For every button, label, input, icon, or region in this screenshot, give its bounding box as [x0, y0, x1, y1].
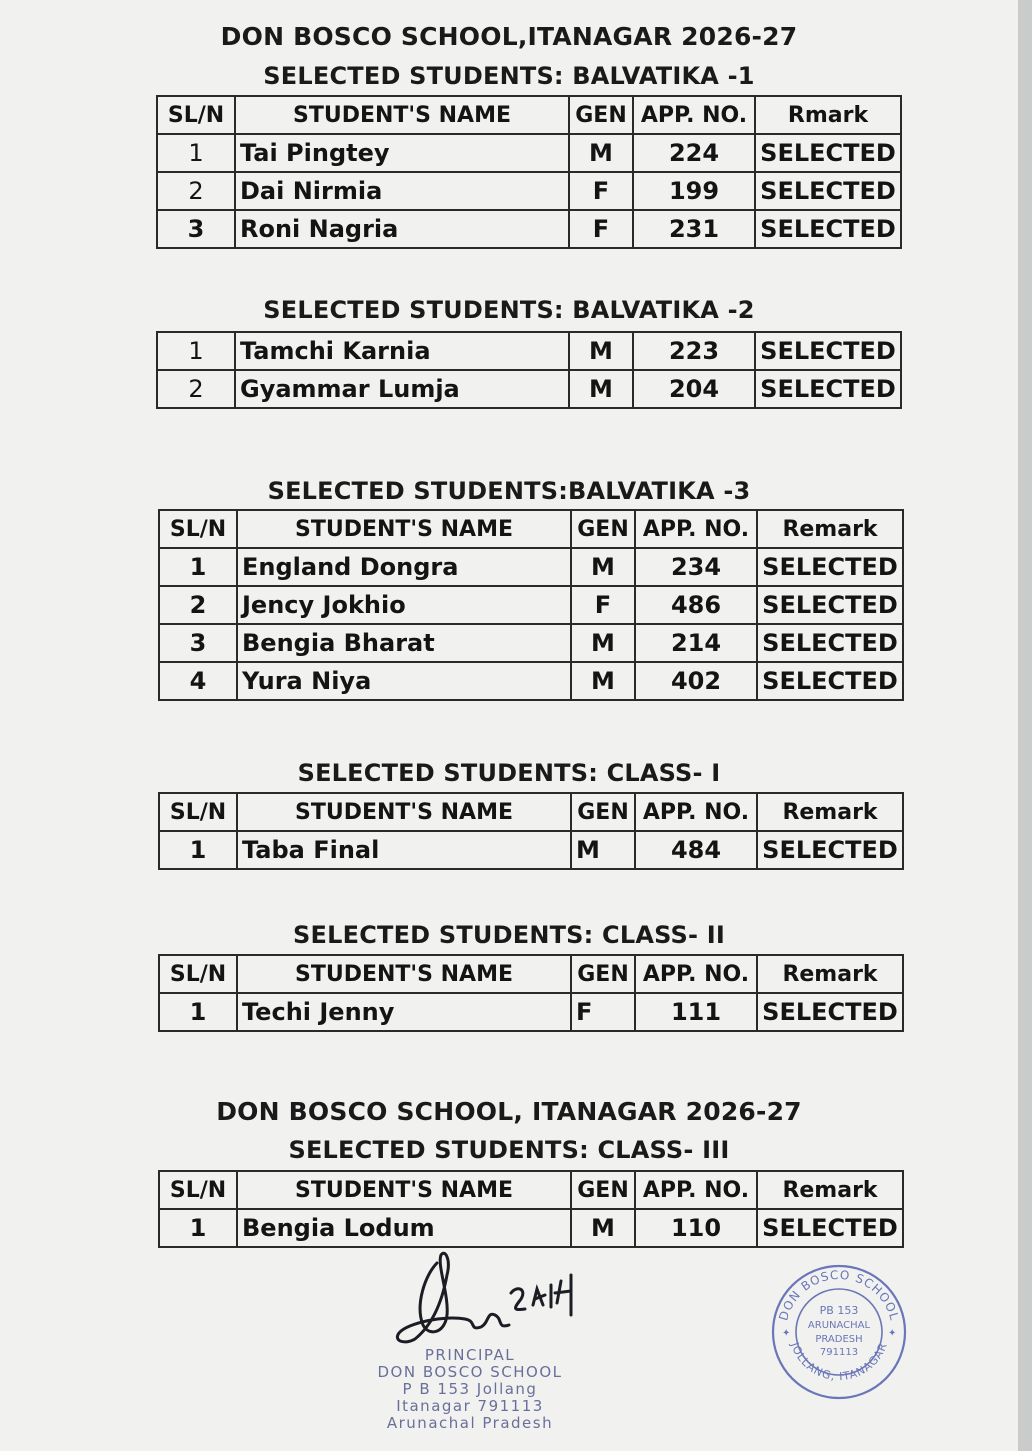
col-gen: GEN [569, 96, 633, 134]
name-cell: Tamchi Karnia [235, 332, 569, 370]
stamp-ring-top: DON BOSCO SCHOOL [776, 1267, 902, 1323]
app-cell: 214 [635, 624, 757, 662]
name-cell: England Dongra [237, 548, 571, 586]
principal-city: Itanagar 791113 [396, 1397, 544, 1415]
app-cell: 110 [635, 1209, 757, 1247]
table-row [159, 548, 903, 586]
gen-cell: M [571, 662, 635, 700]
col-gen: GEN [571, 510, 635, 548]
col-app: APP. NO. [635, 793, 757, 831]
name-cell: Dai Nirmia [235, 172, 569, 210]
remark-cell: SELECTED [755, 210, 901, 248]
school-title-repeat: DON BOSCO SCHOOL, ITANAGAR 2026-27 [216, 1097, 802, 1126]
stamp-line-4: 791113 [819, 1347, 859, 1358]
col-app: APP. NO. [635, 955, 757, 993]
name-cell: Jency Jokhio [237, 586, 571, 624]
principal-pb: P B 153 Jollang [402, 1380, 538, 1398]
col-name: STUDENT'S NAME [237, 510, 571, 548]
name-cell: Techi Jenny [237, 993, 571, 1031]
app-cell: 223 [633, 332, 755, 370]
table-row [159, 624, 903, 662]
table-row [157, 370, 901, 408]
app-cell: 111 [635, 993, 757, 1031]
section-title-balvatika-3: SELECTED STUDENTS:BALVATIKA -3 [267, 477, 751, 505]
col-remark: Remark [757, 955, 903, 993]
principal-signature [385, 1245, 595, 1355]
gen-cell: M [569, 134, 633, 172]
remark-cell: SELECTED [757, 662, 903, 700]
table-class-2 [158, 954, 904, 1032]
section-title-balvatika-1: SELECTED STUDENTS: BALVATIKA -1 [263, 62, 755, 90]
table-class-1 [158, 792, 904, 870]
col-app: APP. NO. [633, 96, 755, 134]
stamp-star-icon: ✦ [782, 1328, 791, 1339]
table-row [157, 172, 901, 210]
table-balvatika-3 [158, 509, 904, 701]
stamp-ring-bottom: JOLLANG, ITANAGAR [788, 1340, 890, 1384]
school-stamp [768, 1262, 910, 1402]
remark-cell: SELECTED [757, 993, 903, 1031]
table-row [157, 332, 901, 370]
stamp-line-3: PRADESH [815, 1334, 863, 1345]
section-title-class-3: SELECTED STUDENTS: CLASS- III [288, 1136, 730, 1164]
name-cell: Yura Niya [237, 662, 571, 700]
col-name: STUDENT'S NAME [237, 793, 571, 831]
remark-cell: SELECTED [755, 134, 901, 172]
col-sl: SL/N [159, 510, 237, 548]
name-cell: Roni Nagria [235, 210, 569, 248]
table-header [157, 96, 901, 134]
gen-cell: F [569, 210, 633, 248]
sl-cell: 2 [157, 172, 235, 210]
app-cell: 224 [633, 134, 755, 172]
col-sl: SL/N [157, 96, 235, 134]
col-sl: SL/N [159, 955, 237, 993]
table-header [159, 1171, 903, 1209]
col-name: STUDENT'S NAME [237, 1171, 571, 1209]
table-balvatika-2 [156, 331, 902, 409]
col-gen: GEN [571, 1171, 635, 1209]
name-cell: Taba Final [237, 831, 571, 869]
col-name: STUDENT'S NAME [235, 96, 569, 134]
sl-cell: 1 [157, 332, 235, 370]
remark-cell: SELECTED [757, 586, 903, 624]
app-cell: 486 [635, 586, 757, 624]
name-cell: Bengia Lodum [237, 1209, 571, 1247]
principal-state: Arunachal Pradesh [386, 1414, 554, 1432]
sl-cell: 1 [157, 134, 235, 172]
gen-cell: M [571, 1209, 635, 1247]
col-name: STUDENT'S NAME [237, 955, 571, 993]
principal-label: PRINCIPAL [424, 1346, 516, 1364]
col-sl: SL/N [159, 793, 237, 831]
name-cell: Gyammar Lumja [235, 370, 569, 408]
sl-cell: 3 [157, 210, 235, 248]
col-app: APP. NO. [635, 510, 757, 548]
school-title: DON BOSCO SCHOOL,ITANAGAR 2026-27 [220, 22, 798, 51]
gen-cell: M [571, 831, 635, 869]
table-row [159, 586, 903, 624]
gen-cell: F [571, 993, 635, 1031]
table-row [157, 210, 901, 248]
table-row [159, 831, 903, 869]
table-class-3 [158, 1170, 904, 1248]
col-remark: Rmark [755, 96, 901, 134]
table-row [157, 134, 901, 172]
col-app: APP. NO. [635, 1171, 757, 1209]
app-cell: 234 [635, 548, 757, 586]
table-header [159, 510, 903, 548]
remark-cell: SELECTED [757, 1209, 903, 1247]
sl-cell: 1 [159, 1209, 237, 1247]
gen-cell: M [571, 624, 635, 662]
name-cell: Tai Pingtey [235, 134, 569, 172]
col-remark: Remark [757, 1171, 903, 1209]
remark-cell: SELECTED [757, 624, 903, 662]
section-title-class-1: SELECTED STUDENTS: CLASS- I [297, 759, 721, 787]
remark-cell: SELECTED [755, 332, 901, 370]
stamp-line-2: ARUNACHAL [807, 1320, 871, 1331]
sl-cell: 3 [159, 624, 237, 662]
gen-cell: F [569, 172, 633, 210]
stamp-star-icon: ✦ [888, 1328, 897, 1339]
table-row [159, 1209, 903, 1247]
app-cell: 204 [633, 370, 755, 408]
table-row [159, 993, 903, 1031]
app-cell: 199 [633, 172, 755, 210]
table-header [159, 793, 903, 831]
gen-cell: M [571, 548, 635, 586]
table-header [159, 955, 903, 993]
sl-cell: 1 [159, 548, 237, 586]
col-gen: GEN [571, 955, 635, 993]
table-row [159, 662, 903, 700]
col-sl: SL/N [159, 1171, 237, 1209]
remark-cell: SELECTED [755, 370, 901, 408]
sl-cell: 2 [159, 586, 237, 624]
gen-cell: M [569, 332, 633, 370]
col-gen: GEN [571, 793, 635, 831]
app-cell: 231 [633, 210, 755, 248]
name-cell: Bengia Bharat [237, 624, 571, 662]
col-remark: Remark [757, 510, 903, 548]
remark-cell: SELECTED [757, 548, 903, 586]
app-cell: 402 [635, 662, 757, 700]
remark-cell: SELECTED [755, 172, 901, 210]
principal-school: DON BOSCO SCHOOL [377, 1363, 563, 1381]
sl-cell: 4 [159, 662, 237, 700]
app-cell: 484 [635, 831, 757, 869]
stamp-line-1: PB 153 [819, 1304, 859, 1317]
section-title-balvatika-2: SELECTED STUDENTS: BALVATIKA -2 [263, 296, 755, 324]
section-title-class-2: SELECTED STUDENTS: CLASS- II [293, 921, 725, 949]
gen-cell: M [569, 370, 633, 408]
sl-cell: 1 [159, 831, 237, 869]
col-remark: Remark [757, 793, 903, 831]
paper-edge [1018, 0, 1032, 1451]
table-balvatika-1 [156, 95, 902, 249]
sl-cell: 1 [159, 993, 237, 1031]
remark-cell: SELECTED [757, 831, 903, 869]
sl-cell: 2 [157, 370, 235, 408]
gen-cell: F [571, 586, 635, 624]
